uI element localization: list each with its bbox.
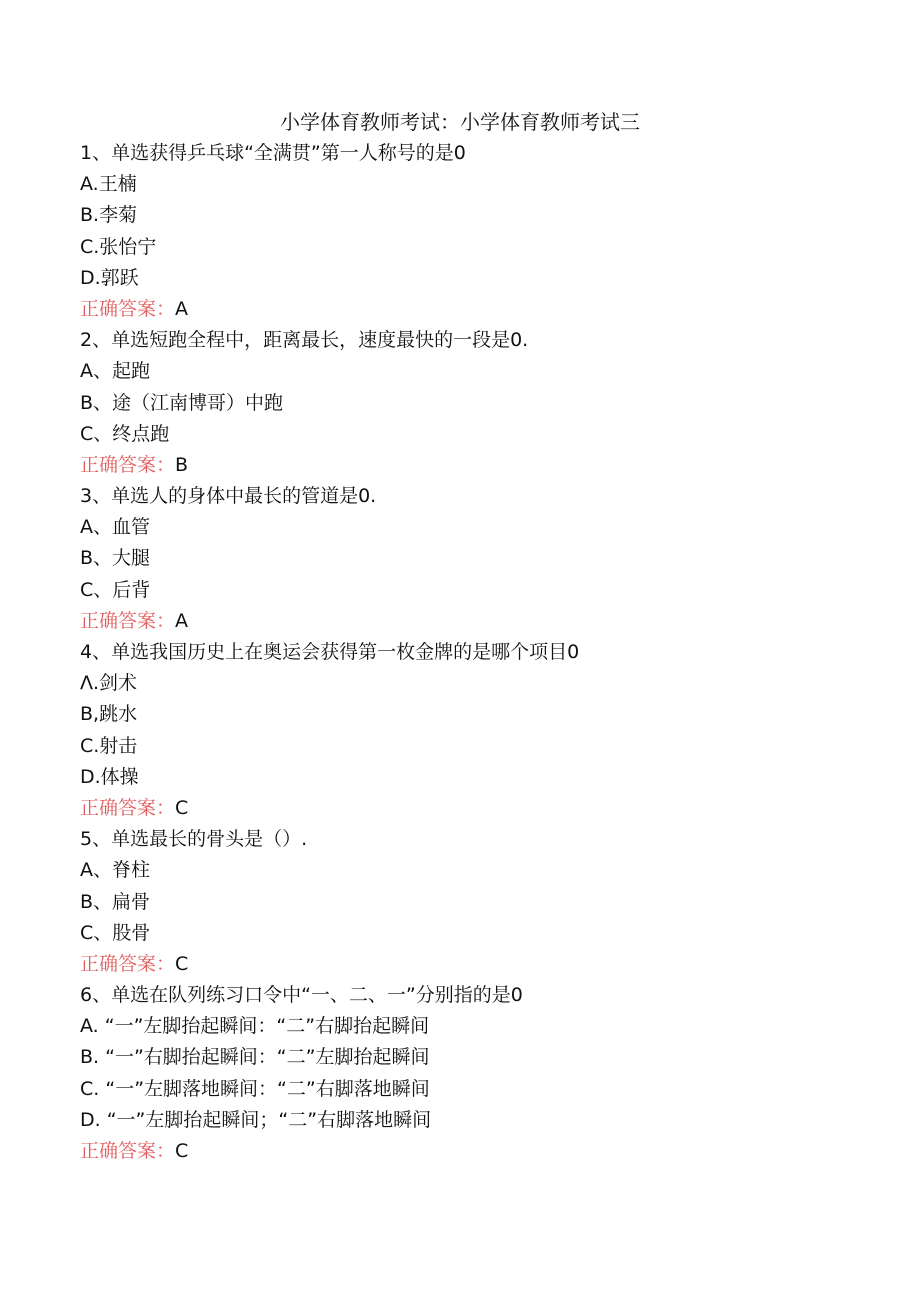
- answer-value: A: [175, 297, 189, 320]
- option-c: C.射击: [80, 734, 138, 757]
- answer-label: 正确答案：: [80, 453, 176, 476]
- question-stem: 4、单选我国历史上在奥运会获得第一枚金牌的是哪个项目0: [80, 641, 580, 663]
- option-c: C. “一”左脚落地瞬间：“二”右脚落地瞬间: [80, 1077, 430, 1100]
- correct-answer: [80, 450, 880, 481]
- question-list: [80, 138, 880, 1167]
- answer-value: C: [175, 796, 189, 819]
- correct-answer: [80, 949, 880, 980]
- option-a: A.王楠: [80, 173, 137, 196]
- option-b: B.李菊: [80, 204, 138, 227]
- correct-answer: [80, 294, 880, 325]
- answer-value: C: [175, 1140, 189, 1162]
- question-1: [80, 138, 880, 325]
- option-c: C.张怡宁: [80, 235, 157, 258]
- option-a: A、脊柱: [80, 859, 150, 882]
- option-c: C、后背: [80, 578, 151, 601]
- option-d: D. “一”左脚抬起瞬间；“二”右脚落地瞬间: [80, 1108, 432, 1131]
- question-6: [80, 980, 880, 1167]
- question-stem: 5、单选最长的骨头是（）.: [80, 828, 308, 851]
- answer-value: B: [175, 453, 189, 476]
- answer-label: 正确答案：: [80, 796, 176, 819]
- answer-value: C: [175, 952, 189, 975]
- answer-label: 正确答案：: [80, 297, 176, 320]
- answer-label: 正确答案：: [80, 1140, 176, 1162]
- question-stem: 1、单选获得乒乓球“全满贯”第一人称号的是0: [80, 142, 466, 164]
- correct-answer: [80, 606, 880, 637]
- option-d: D.郭跃: [80, 266, 139, 289]
- question-stem: 3、单选人的身体中最长的管道是0.: [80, 485, 377, 508]
- question-4: [80, 637, 880, 824]
- correct-answer: [80, 1136, 880, 1167]
- option-a: Λ.剑术: [80, 672, 138, 695]
- question-stem: 2、单选短跑全程中，距离最长，速度最快的一段是0.: [80, 329, 529, 352]
- answer-label: 正确答案：: [80, 952, 176, 975]
- option-b: B. “一”右脚抬起瞬间：“二”左脚抬起瞬间: [80, 1046, 430, 1069]
- option-b: B、途（江南博哥）中跑: [80, 391, 284, 414]
- option-c: C、终点跑: [80, 422, 170, 445]
- question-2: [80, 325, 880, 481]
- document-title: 小学体育教师考试：小学体育教师考试三: [280, 110, 640, 134]
- option-c: C、股骨: [80, 921, 151, 944]
- option-b: B、大腿: [80, 547, 151, 570]
- option-b: B,跳水: [80, 703, 138, 726]
- option-b: B、扁骨: [80, 890, 151, 913]
- option-a: A、起跑: [80, 360, 150, 383]
- answer-label: 正确答案：: [80, 609, 176, 632]
- question-5: [80, 824, 880, 980]
- option-a: A、血管: [80, 516, 150, 539]
- option-a: A. “一”左脚抬起瞬间：“二”右脚抬起瞬间: [80, 1015, 430, 1038]
- correct-answer: [80, 793, 880, 824]
- answer-value: A: [175, 609, 189, 632]
- question-stem: 6、单选在队列练习口令中“一、二、一”分别指的是0: [80, 984, 523, 1007]
- option-d: D.体操: [80, 765, 139, 788]
- question-3: [80, 481, 880, 637]
